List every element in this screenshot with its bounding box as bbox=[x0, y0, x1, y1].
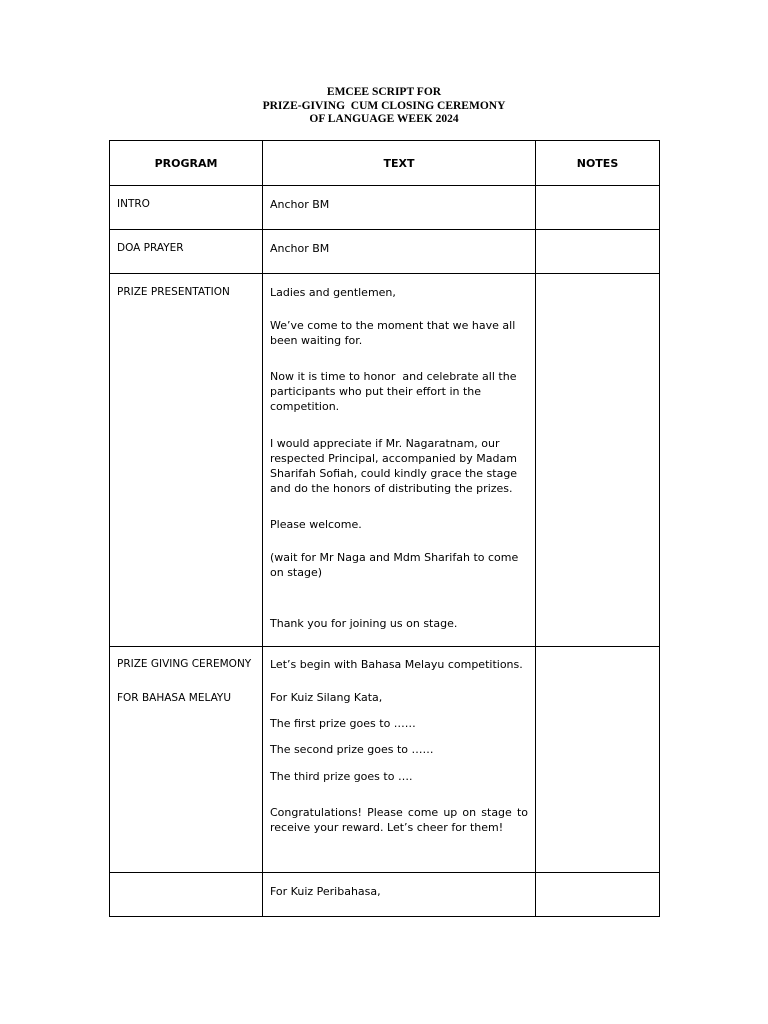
table-header-row bbox=[110, 141, 660, 186]
table-row-bm-ceremony bbox=[110, 647, 660, 873]
program-cell: DOA PRAYER bbox=[110, 230, 263, 274]
program-cell bbox=[110, 873, 263, 917]
table-row-peribahasa bbox=[110, 873, 660, 917]
table-row-prize-presentation bbox=[110, 274, 660, 647]
program-cell: INTRO bbox=[110, 186, 263, 230]
script-paragraph: Congratulations! Please come up on stage to receive your reward. Let’s cheer for them! bbox=[270, 806, 528, 834]
script-table bbox=[109, 140, 660, 917]
header-notes: NOTES bbox=[536, 141, 660, 186]
script-paragraph: (wait for Mr Naga and Mdm Sharifah to come on stage) bbox=[270, 551, 519, 579]
script-paragraph: Let’s begin with Bahasa Melayu competitions. bbox=[270, 658, 523, 671]
script-paragraph: Now it is time to honor and celebrate all the participants who put their effort in the competition. bbox=[270, 370, 520, 413]
notes-cell bbox=[536, 230, 660, 274]
text-cell: Anchor BM bbox=[263, 230, 536, 274]
table-row-intro bbox=[110, 186, 660, 230]
program-label: PRIZE GIVING CEREMONY bbox=[117, 658, 252, 670]
text-cell: For Kuiz Peribahasa, bbox=[263, 873, 536, 917]
notes-cell bbox=[536, 274, 660, 647]
program-cell bbox=[110, 647, 263, 873]
text-cell: Anchor BM bbox=[263, 186, 536, 230]
script-paragraph: We’ve come to the moment that we have all been waiting for. bbox=[270, 319, 516, 347]
title-line-2: PRIZE-GIVING CUM CLOSING CEREMONY bbox=[262, 99, 506, 112]
script-paragraph: For Kuiz Silang Kata, bbox=[270, 691, 383, 704]
program-cell: PRIZE PRESENTATION bbox=[110, 274, 263, 647]
script-paragraph: Thank you for joining us on stage. bbox=[270, 617, 458, 630]
script-paragraph: The first prize goes to …… bbox=[270, 717, 416, 730]
program-label: FOR BAHASA MELAYU bbox=[117, 692, 232, 704]
text-cell bbox=[263, 647, 536, 873]
document-title bbox=[0, 86, 768, 127]
script-paragraph: The second prize goes to …… bbox=[270, 743, 434, 756]
text-cell bbox=[263, 274, 536, 647]
script-paragraph: Please welcome. bbox=[270, 518, 362, 531]
script-paragraph: The third prize goes to …. bbox=[270, 770, 413, 783]
header-text: TEXT bbox=[263, 141, 536, 186]
title-line-3: OF LANGUAGE WEEK 2024 bbox=[309, 113, 459, 125]
notes-cell bbox=[536, 647, 660, 873]
title-line-1: EMCEE SCRIPT FOR bbox=[326, 86, 442, 98]
script-paragraph: I would appreciate if Mr. Nagaratnam, our respected Principal, accompanied by Madam Sharifah Sofiah, could kindly grace the stage and do the honors of distributing the prizes. bbox=[270, 437, 518, 495]
notes-cell bbox=[536, 186, 660, 230]
script-paragraph: Ladies and gentlemen, bbox=[270, 286, 396, 299]
header-program: PROGRAM bbox=[110, 141, 263, 186]
table-row-doa-prayer bbox=[110, 230, 660, 274]
notes-cell bbox=[536, 873, 660, 917]
